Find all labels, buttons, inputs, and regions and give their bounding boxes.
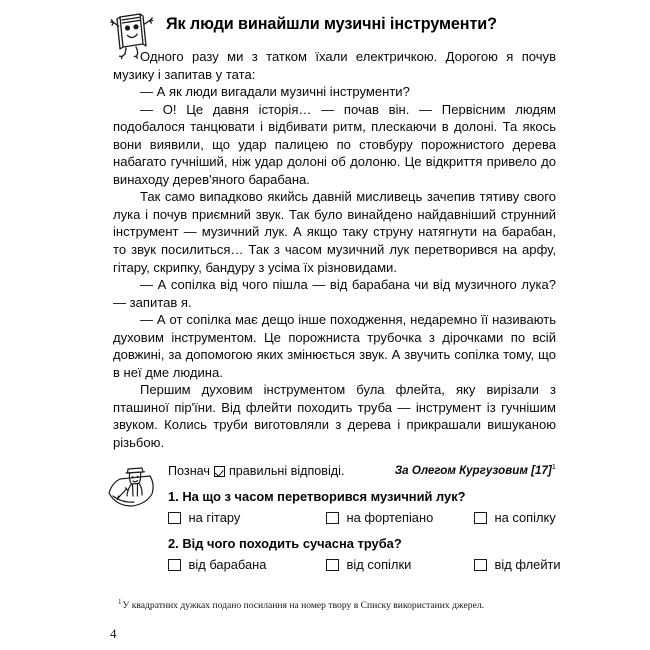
question-1-options (168, 510, 561, 526)
exercise-block (106, 461, 561, 583)
instruction-prefix: Познач (168, 464, 210, 478)
page-number: 4 (110, 626, 117, 641)
instruction-suffix: правильні відповіді. (228, 464, 345, 478)
exercise-content (168, 461, 561, 583)
checkbox-q1-1[interactable] (168, 512, 181, 525)
paragraph: Так само випадково якийсь давній мисливець зачепив тятиву свого лука і почув приємний звук. Так було винайдено найдавніший струнний інструмент — музичний лук. А якщо таку струну натягнути на барабан, то звук посилиться… Так з часом музичний лук перетворився на арфу, гітару, скрипку, бандуру з усіма їх різновидами. (113, 189, 556, 275)
option-q1-3[interactable] (474, 510, 556, 526)
option-q1-2[interactable] (326, 510, 474, 526)
paragraph: Першим духовим інструментом була флейта, яку вирізали з пташиної пір'їни. Від флейти походить труба — інструмент із гучнішим звуком. Колись труби виготовляли з дерева і прикрашали вишуканою різьбою. (113, 382, 556, 451)
question-2-options (168, 557, 561, 573)
checkbox-q2-1[interactable] (168, 559, 181, 572)
hand-with-pencil-icon (106, 463, 162, 515)
checkbox-q2-2[interactable] (326, 559, 339, 572)
option-q2-1[interactable] (168, 557, 326, 573)
checked-box-icon (214, 466, 225, 477)
page-header (106, 0, 650, 52)
option-label: на гітару (188, 510, 241, 525)
article-body (113, 48, 556, 478)
page-title: Як люди винайшли музичні інструменти? (166, 15, 497, 33)
option-label: від флейти (494, 557, 561, 572)
paragraph: — А от сопілка має дещо інше походження, недаремно її називають духовим інструментом. Це порожниста трубочка з дірочками по всій довжині, за допомогою яких змінюється звук. А звучить сопілка тому, що в неї дме людина. (113, 312, 556, 380)
footnote-marker: 1 (551, 461, 556, 471)
attribution-text: За Олегом Кургузовим [17] (394, 463, 552, 477)
option-label: від сопілки (346, 557, 412, 572)
footnote-number: 1 (118, 597, 122, 606)
paragraph: — О! Це давня історія… — почав він. — Первісним людям подобалося танцювати і відбивати ритм, плескаючи в долоні. Та якось вони виявили, що удар палицею по стовбуру порожнистого дерева набагато гучніший, ніж удар долоні об долоню. Це відкриття привело до винаходу дерев'яного барабана. (113, 101, 556, 187)
paragraph: — А як люди вигадали музичні інструменти? (140, 84, 410, 100)
option-q1-1[interactable] (168, 510, 326, 526)
checkbox-q2-3[interactable] (474, 559, 487, 572)
option-q2-3[interactable] (474, 557, 561, 573)
footnote-text: У квадратних дужках подано посилання на номер твору в Списку використаних джерел. (122, 600, 485, 611)
option-q2-2[interactable] (326, 557, 474, 573)
question-1-text: 1. На що з часом перетворився музичний лук? (168, 489, 466, 504)
paragraph: Одного разу ми з татком їхали електричкою. Дорогою я почув музику і запитав у тата: (113, 49, 556, 82)
question-2-text: 2. Від чого походить сучасна труба? (168, 536, 402, 551)
checkbox-q1-3[interactable] (474, 512, 487, 525)
paragraph: — А сопілка від чого пішла — від барабана чи від музичного лука? — запитав я. (113, 277, 556, 310)
option-label: на сопілку (494, 510, 556, 525)
footnote (118, 597, 558, 612)
exercise-instruction (168, 463, 561, 480)
option-label: від барабана (188, 557, 267, 572)
checkbox-q1-2[interactable] (326, 512, 339, 525)
option-label: на фортепіано (346, 510, 434, 525)
